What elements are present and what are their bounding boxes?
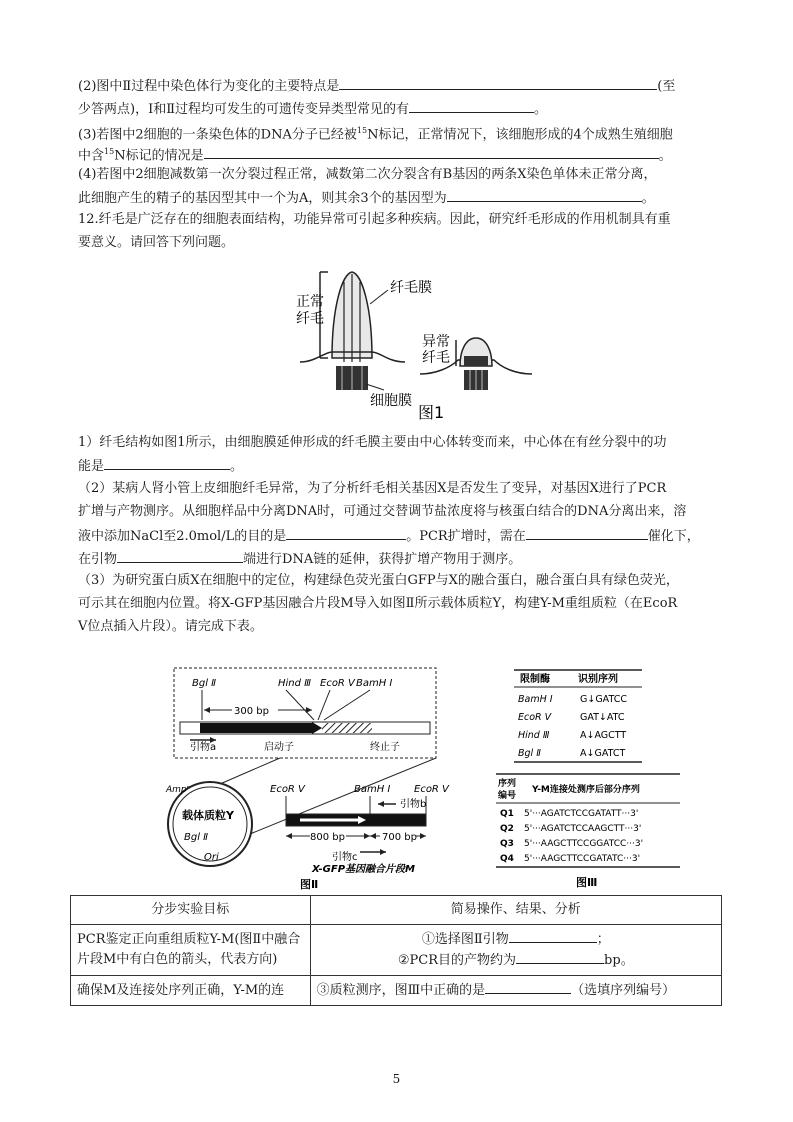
answer-table [70, 895, 722, 1006]
figure-1-caption: 图1 [418, 403, 445, 422]
table-cell-operation: ①选择图Ⅱ引物 ； ②PCR目的产物约为 bp。 [310, 925, 721, 976]
promoter-region [200, 723, 312, 733]
label-normal-1: 正常 [296, 294, 324, 310]
figure-3-caption: 图Ⅲ [576, 876, 598, 889]
seq-id: Q2 [500, 824, 514, 834]
table-cell-operation: ③质粒测序，图Ⅲ中正确的是 （选填序列编号） [310, 976, 721, 1006]
answer-blank[interactable] [509, 929, 597, 943]
q12-intro-line1: 12.纤毛是广泛存在的细胞表面结构，功能异常可引起多种疾病。因此，研究纤毛形成的作用机制具有重 [78, 212, 671, 227]
label-700bp: 700 bp [382, 832, 417, 843]
label-bglii-plasmid: Bgl Ⅱ [184, 832, 209, 843]
q11-part3-line2: 中含$^{15}$N标记的情况是 。 [78, 147, 672, 164]
label-cilium-membrane: 纤毛膜 [390, 280, 432, 296]
label-300bp: 300 bp [234, 706, 269, 717]
q12-part3-line1: （3）为研究蛋白质X在细胞中的定位，构建绿色荧光蛋白GFP与X的融合蛋白，融合蛋白具有绿色荧光， [78, 573, 679, 588]
site-ecorv: EcoR Ⅴ [320, 678, 355, 689]
enzyme-name: Bgl Ⅱ [518, 748, 541, 759]
seq-value: 5'···AAGCTTCCGGATCC···3' [524, 839, 644, 849]
enzyme-name: EcoR Ⅴ [518, 712, 552, 723]
figure-2-caption: 图Ⅱ [300, 878, 319, 890]
enzyme-site: A↓GATCT [580, 748, 626, 759]
label-abnormal-2: 纤毛 [422, 350, 450, 366]
answer-blank[interactable] [516, 950, 604, 964]
label-ori: Ori [204, 852, 219, 863]
label-terminator: 终止子 [370, 742, 400, 753]
label-normal-2: 纤毛 [296, 311, 324, 327]
figure-2-plasmid [160, 664, 460, 890]
label-800bp: 800 bp [310, 832, 345, 843]
answer-blank[interactable] [339, 76, 657, 90]
q12-part2-line2: 扩增与产物测序。从细胞样品中分离DNA时，可通过交替调节盐浓度将与核蛋白结合的DNA分离出来，溶 [78, 504, 687, 519]
table-header-operation: 简易操作、结果、分析 [310, 896, 721, 925]
answer-blank[interactable] [104, 456, 230, 470]
answer-blank[interactable] [526, 526, 648, 540]
table-row [71, 925, 722, 976]
q12-intro-line2: 要意义。请回答下列问题。 [78, 235, 235, 250]
enzyme-name: BamH Ⅰ [518, 694, 553, 705]
enzyme-site: A↓AGCTT [580, 730, 627, 741]
answer-blank[interactable] [286, 526, 406, 540]
table-cell-goal: PCR鉴定正向重组质粒Y-M(图Ⅱ中融合片段M中有白色的箭头，代表方向) [71, 925, 311, 976]
table-row [71, 976, 722, 1006]
page-number: 5 [392, 1072, 401, 1086]
site-bamhi-middle: BamH Ⅰ [354, 784, 391, 795]
seq-id: Q3 [500, 839, 514, 849]
figure-3-tables [492, 664, 692, 890]
enzyme-site: GAT↓ATC [580, 712, 625, 723]
label-ampr: Ampʳ [166, 785, 189, 795]
q11-part3-line1: (3)若图中2细胞的一条染色体的DNA分子已经被$^{15}$N标记，正常情况下，该细胞形成的4个成熟生殖细胞 [78, 126, 673, 143]
answer-blank[interactable] [117, 549, 243, 563]
site-hindiii: Hind Ⅲ [278, 678, 312, 689]
site-bglii: Bgl Ⅱ [192, 678, 217, 689]
figure-1-cilia [270, 262, 540, 427]
seq-value: 5'···AGATCTCCAAGCTT···3' [524, 824, 642, 834]
label-abnormal-1: 异常 [422, 334, 450, 350]
q11-part4-line1: (4)若图中2细胞减数第一次分裂过程正常，减数第二次分裂含有B基因的两条X染色单体未正常分离， [78, 167, 657, 182]
header-enzyme: 限制酶 [520, 674, 550, 685]
header-site: 识别序列 [578, 674, 618, 685]
site-ecorv-right: EcoR Ⅴ [414, 784, 449, 795]
table-cell-goal: 确保M及连接处序列正确，Y-M的连 [71, 976, 311, 1006]
insert-region [322, 723, 372, 733]
label-primer-a: 引物a [190, 742, 217, 753]
q11-part2-line2: 少答两点)，Ⅰ和Ⅱ过程均可发生的可遗传变异类型常见的有 。 [78, 99, 718, 119]
seq-id: Q1 [500, 809, 514, 819]
label-plasmid-y: 载体质粒Y [182, 809, 234, 822]
label-primer-b: 引物b [400, 799, 427, 810]
answer-blank[interactable] [409, 99, 534, 113]
answer-blank[interactable] [447, 188, 642, 202]
label-promoter: 启动子 [264, 742, 294, 753]
label-fusion-fragment: X-GFP基因融合片段M [312, 864, 415, 875]
q12-part1-line1: 1）纤毛结构如图1所示，由细胞膜延伸形成的纤毛膜主要由中心体转变而来，中心体在有丝分裂中的功 [78, 435, 667, 450]
header-seq-1: 序列 [498, 779, 517, 789]
header-seq-3: Y-M连接处测序后部分序列 [532, 785, 640, 795]
seq-value: 5'···AGATCTCCGATATT···3' [524, 809, 639, 819]
q12-part2-line4: 在引物 端进行DNA链的延伸，获得扩增产物用于测序。 [78, 549, 718, 569]
header-seq-2: 编号 [498, 791, 517, 801]
enzyme-name: Hind Ⅲ [518, 730, 550, 741]
seq-id: Q4 [500, 854, 514, 864]
q12-part3-line3: Ⅴ位点插入片段）。请完成下表。 [78, 619, 263, 634]
table-header-row [71, 896, 722, 925]
q11-part4-line2: 此细胞产生的精子的基因型其中一个为A，则其余3个的基因型为 。 [78, 188, 718, 208]
q12-part2-line1: （2）某病人肾小管上皮细胞纤毛异常，为了分析纤毛相关基因X是否发生了变异，对基因X进行了PCR [78, 481, 667, 496]
label-primer-c: 引物c [332, 852, 358, 863]
seq-value: 5'···AAGCTTCCGATATC···3' [524, 854, 641, 864]
answer-blank[interactable] [204, 145, 659, 159]
table-header-goal: 分步实验目标 [71, 896, 311, 925]
q12-part3-line2: 可示其在细胞内位置。将X-GFP基因融合片段M导入如图Ⅱ所示载体质粒Y，构建Y-M重组质粒（在EcoR [78, 596, 678, 611]
answer-blank[interactable] [485, 980, 571, 994]
site-bamhi: BamH Ⅰ [356, 678, 393, 689]
q12-part2-line3: 液中添加NaCl至2.0mol/L的目的是 。PCR扩增时，需在 催化下， [78, 526, 718, 546]
site-ecorv-left: EcoR Ⅴ [270, 784, 305, 795]
enzyme-site: G↓GATCC [580, 694, 627, 705]
q11-part2-line1: (2)图中Ⅱ过程中染色体行为变化的主要特点是 (至 [78, 76, 718, 96]
label-cell-membrane: 细胞膜 [370, 393, 412, 409]
q12-part1-line2: 能是 。 [78, 456, 718, 476]
